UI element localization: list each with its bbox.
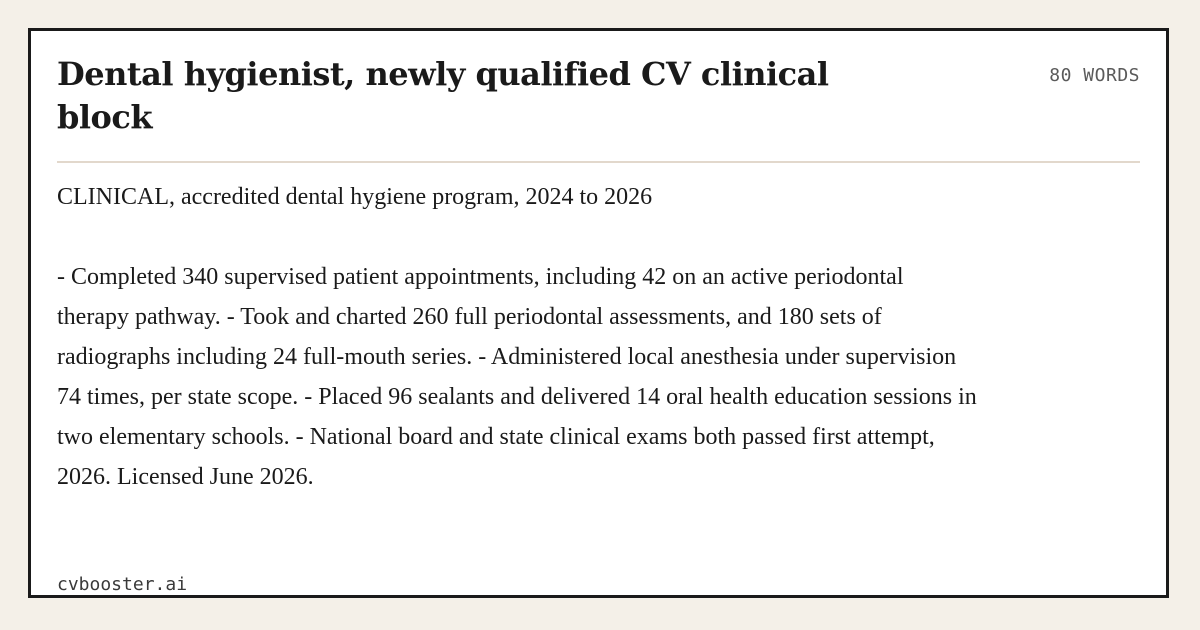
card-header bbox=[57, 53, 1140, 163]
clinical-heading-line: CLINICAL, accredited dental hygiene program, 2024 to 2026 bbox=[57, 184, 653, 210]
word-count-badge: 80 WORDS bbox=[1049, 65, 1140, 86]
cv-card bbox=[28, 28, 1169, 598]
card-body bbox=[57, 177, 977, 497]
card-title: Dental hygienist, newly qualified CV clinical block bbox=[57, 55, 829, 136]
site-footer-label: cvbooster.ai bbox=[57, 574, 188, 595]
clinical-bullets-paragraph: - Completed 340 supervised patient appointments, including 42 on an active periodontal therapy pathway. - Took and charted 260 full periodontal assessments, and 180 sets of radiographs including 24 full-mouth series. - Administered local anesthesia under supervision 74 times, per state scope. - Placed 96 sealants and delivered 14 oral health education sessions in two elementary schools. - National board and state clinical exams both passed first attempt, 2026. Licensed June 2026. bbox=[57, 264, 977, 490]
